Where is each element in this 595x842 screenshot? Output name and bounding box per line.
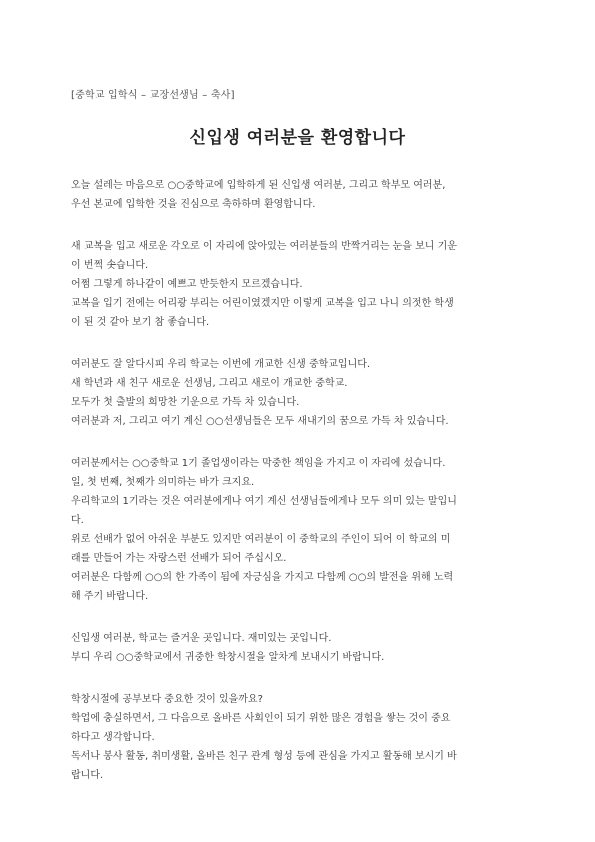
text-line: 위로 선배가 없어 아쉬운 부분도 있지만 여러분이 이 중학교의 주인이 되어 이 학교의 미 — [71, 534, 451, 545]
text-line: 여러분도 잘 알다시피 우리 학교는 이번에 개교한 신생 중학교입니다. — [71, 359, 371, 370]
paragraph — [71, 629, 526, 667]
paragraph — [71, 454, 526, 606]
text-line: 학업에 충실하면서, 그 다음으로 올바른 사회인이 되기 위한 많은 경험을 쌓는 것이 중요 — [71, 713, 451, 724]
text-line: 모두가 첫 출발의 희망찬 기운으로 가득 차 있습니다. — [71, 397, 300, 408]
document-body — [71, 176, 526, 808]
text-line: 독서나 봉사 활동, 취미생활, 올바른 친구 관계 형성 등에 관심을 가지고 활동해 보시기 바 — [71, 751, 457, 762]
text-line: 교복을 입기 전에는 어리광 부리는 어린이였겠지만 이렇게 교복을 입고 나니 의젓한 학생 — [71, 298, 454, 309]
text-line: 일, 첫 번째, 첫째가 의미하는 바가 크지요. — [71, 477, 255, 488]
text-line: 신입생 여러분, 학교는 즐거운 곳입니다. 재미있는 곳입니다. — [71, 633, 332, 644]
text-line: 이 번쩍 솟습니다. — [71, 260, 149, 271]
paragraph — [71, 690, 526, 785]
text-line: 우리학교의 1기라는 것은 여러분에게나 여기 계신 선생님들에게나 모두 의미 있는 말입니 — [71, 496, 457, 507]
text-line: 오늘 설레는 마음으로 ○○중학교에 입학하게 된 신입생 여러분, 그리고 학부모 여러분, — [71, 180, 446, 191]
text-line: 새 교복을 입고 새로운 각오로 이 자리에 앉아있는 여러분들의 반짝거리는 눈을 보니 기운 — [71, 241, 457, 252]
paragraph — [71, 355, 526, 431]
text-line: 이 된 것 같아 보기 참 좋습니다. — [71, 317, 210, 328]
text-line: 하다고 생각합니다. — [71, 732, 155, 743]
paragraph — [71, 176, 526, 214]
text-line: 해 주기 바랍니다. — [71, 591, 149, 602]
text-line: 랍니다. — [71, 770, 104, 781]
text-line: 여러분께서는 ○○중학교 1기 졸업생이라는 막중한 책임을 가지고 이 자리에 섰습니다. — [71, 458, 446, 469]
text-line: 부디 우리 ○○중학교에서 귀중한 학창시절을 알차게 보내시기 바랍니다. — [71, 652, 385, 663]
text-line: 새 학년과 새 친구 새로운 선생님, 그리고 새로이 개교한 중학교. — [71, 378, 348, 389]
text-line: 우선 본교에 입학한 것을 진심으로 축하하며 환영합니다. — [71, 199, 316, 210]
text-line: 학창시절에 공부보다 중요한 것이 있을까요? — [71, 694, 263, 705]
text-line: 여러분은 다함께 ○○의 한 가족이 됨에 자긍심을 가지고 다함께 ○○의 발전을 위해 노력 — [71, 572, 454, 583]
text-line: 다. — [71, 515, 84, 526]
text-line: 여러분과 저, 그리고 여기 계신 ○○선생님들은 모두 새내기의 꿈으로 가득 차 있습니다. — [71, 416, 449, 427]
document-header: [중학교 입학식 – 교장선생님 – 축사] — [71, 90, 235, 101]
text-line: 래를 만들어 가는 자랑스런 선배가 되어 주십시오. — [71, 553, 287, 564]
paragraph — [71, 237, 526, 332]
text-line: 어쩜 그렇게 하나같이 예쁘고 반듯한지 모르겠습니다. — [71, 279, 303, 290]
document-title: 신입생 여러분을 환영합니다 — [189, 128, 406, 148]
